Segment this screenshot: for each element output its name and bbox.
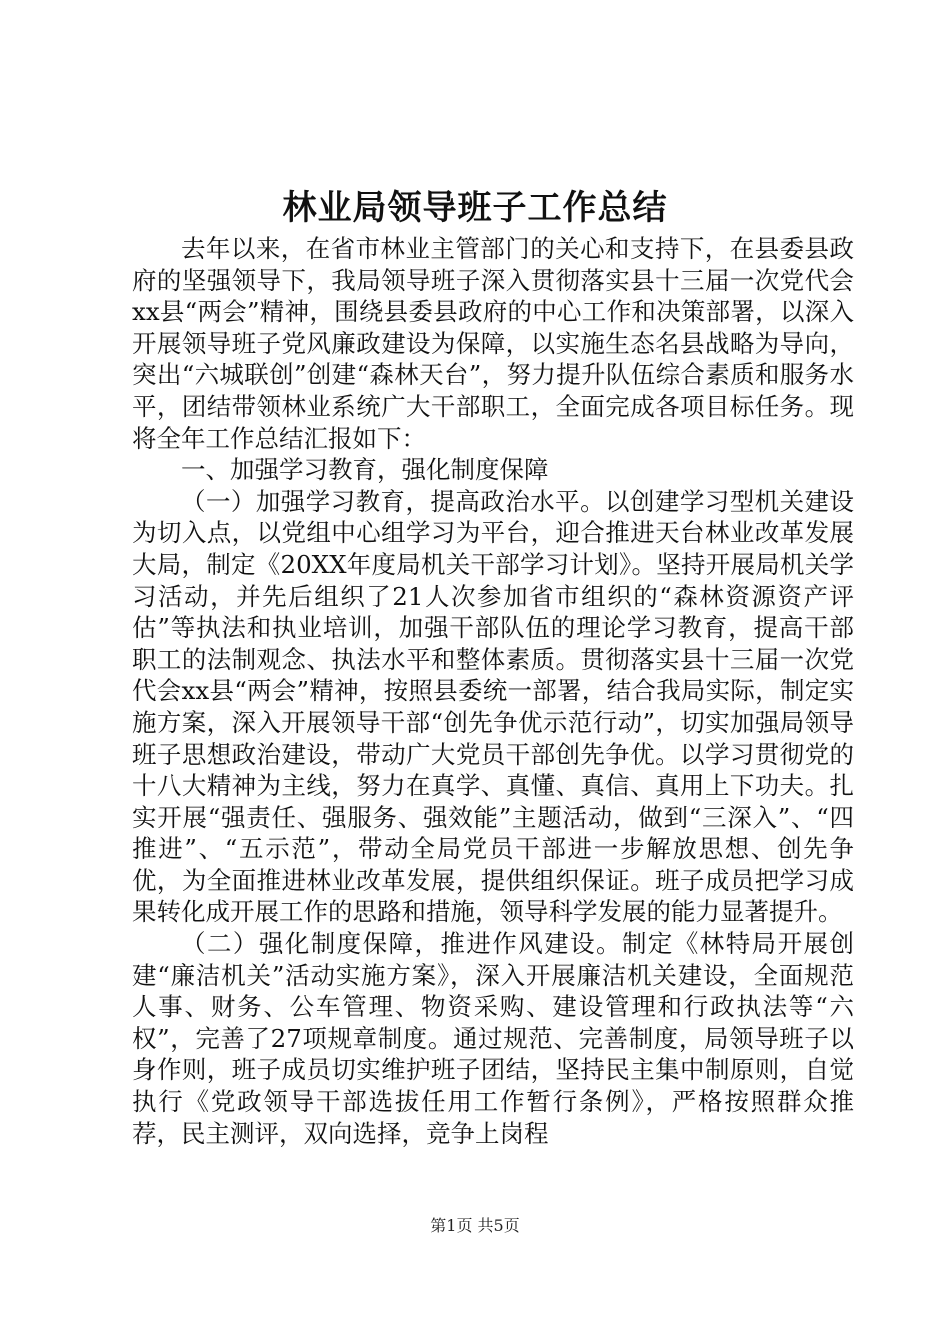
subsection-paragraph-2: （二）强化制度保障，推进作风建设。制定《林特局开展创建“廉洁机关”活动实施方案》，深入开展廉洁机关建设，全面规范人事、财务、公车管理、物资采购、建设管理和行政执法等“六权”，完善了27项规章制度。通过规范、完善制度，局领导班子以身作则，班子成员切实维护班子团结，坚持民主集中制原则，自觉执行《党政领导干部选拔任用工作暂行条例》，严格按照群众推荐，民主测评，双向选择，竞争上岗程 bbox=[132, 929, 854, 1148]
document-body bbox=[132, 233, 854, 1149]
section-heading-1: 一、加强学习教育，强化制度保障 bbox=[181, 455, 549, 485]
page-number-footer: 第1页 共5页 bbox=[430, 1216, 520, 1235]
document-title: 林业局领导班子工作总结 bbox=[282, 188, 668, 228]
intro-paragraph: 去年以来，在省市林业主管部门的关心和支持下，在县委县政府的坚强领导下，我局领导班子深入贯彻落实县十三届一次党代会xx县“两会”精神，围绕县委县政府的中心工作和决策部署，以深入开展领导班子党风廉政建设为保障，以实施生态名县战略为导向，突出“六城联创”创建“森林天台”，努力提升队伍综合素质和服务水平，团结带领林业系统广大干部职工，全面完成各项目标任务。现将全年工作总结汇报如下： bbox=[132, 234, 854, 453]
subsection-paragraph-1: （一）加强学习教育，提高政治水平。以创建学习型机关建设为切入点，以党组中心组学习为平台，迎合推进天台林业改革发展大局，制定《20XX年度局机关干部学习计划》。坚持开展局机关学习活动，并先后组织了21人次参加省市组织的“森林资源资产评估”等执法和执业培训，加强干部队伍的理论学习教育，提高干部职工的法制观念、执法水平和整体素质。贯彻落实县十三届一次党代会xx县“两会”精神，按照县委统一部署，结合我局实际，制定实施方案，深入开展领导干部“创先争优示范行动”，切实加强局领导班子思想政治建设，带动广大党员干部创先争优。以学习贯彻党的十八大精神为主线，努力在真学、真懂、真信、真用上下功夫。扎实开展“强责任、强服务、强效能”主题活动，做到“三深入”、“四推进”、“五示范”，带动全局党员干部进一步解放思想、创先争优，为全面推进林业改革发展，提供组织保证。班子成员把学习成果转化成开展工作的思路和措施，领导科学发展的能力显著提升。 bbox=[132, 486, 854, 927]
